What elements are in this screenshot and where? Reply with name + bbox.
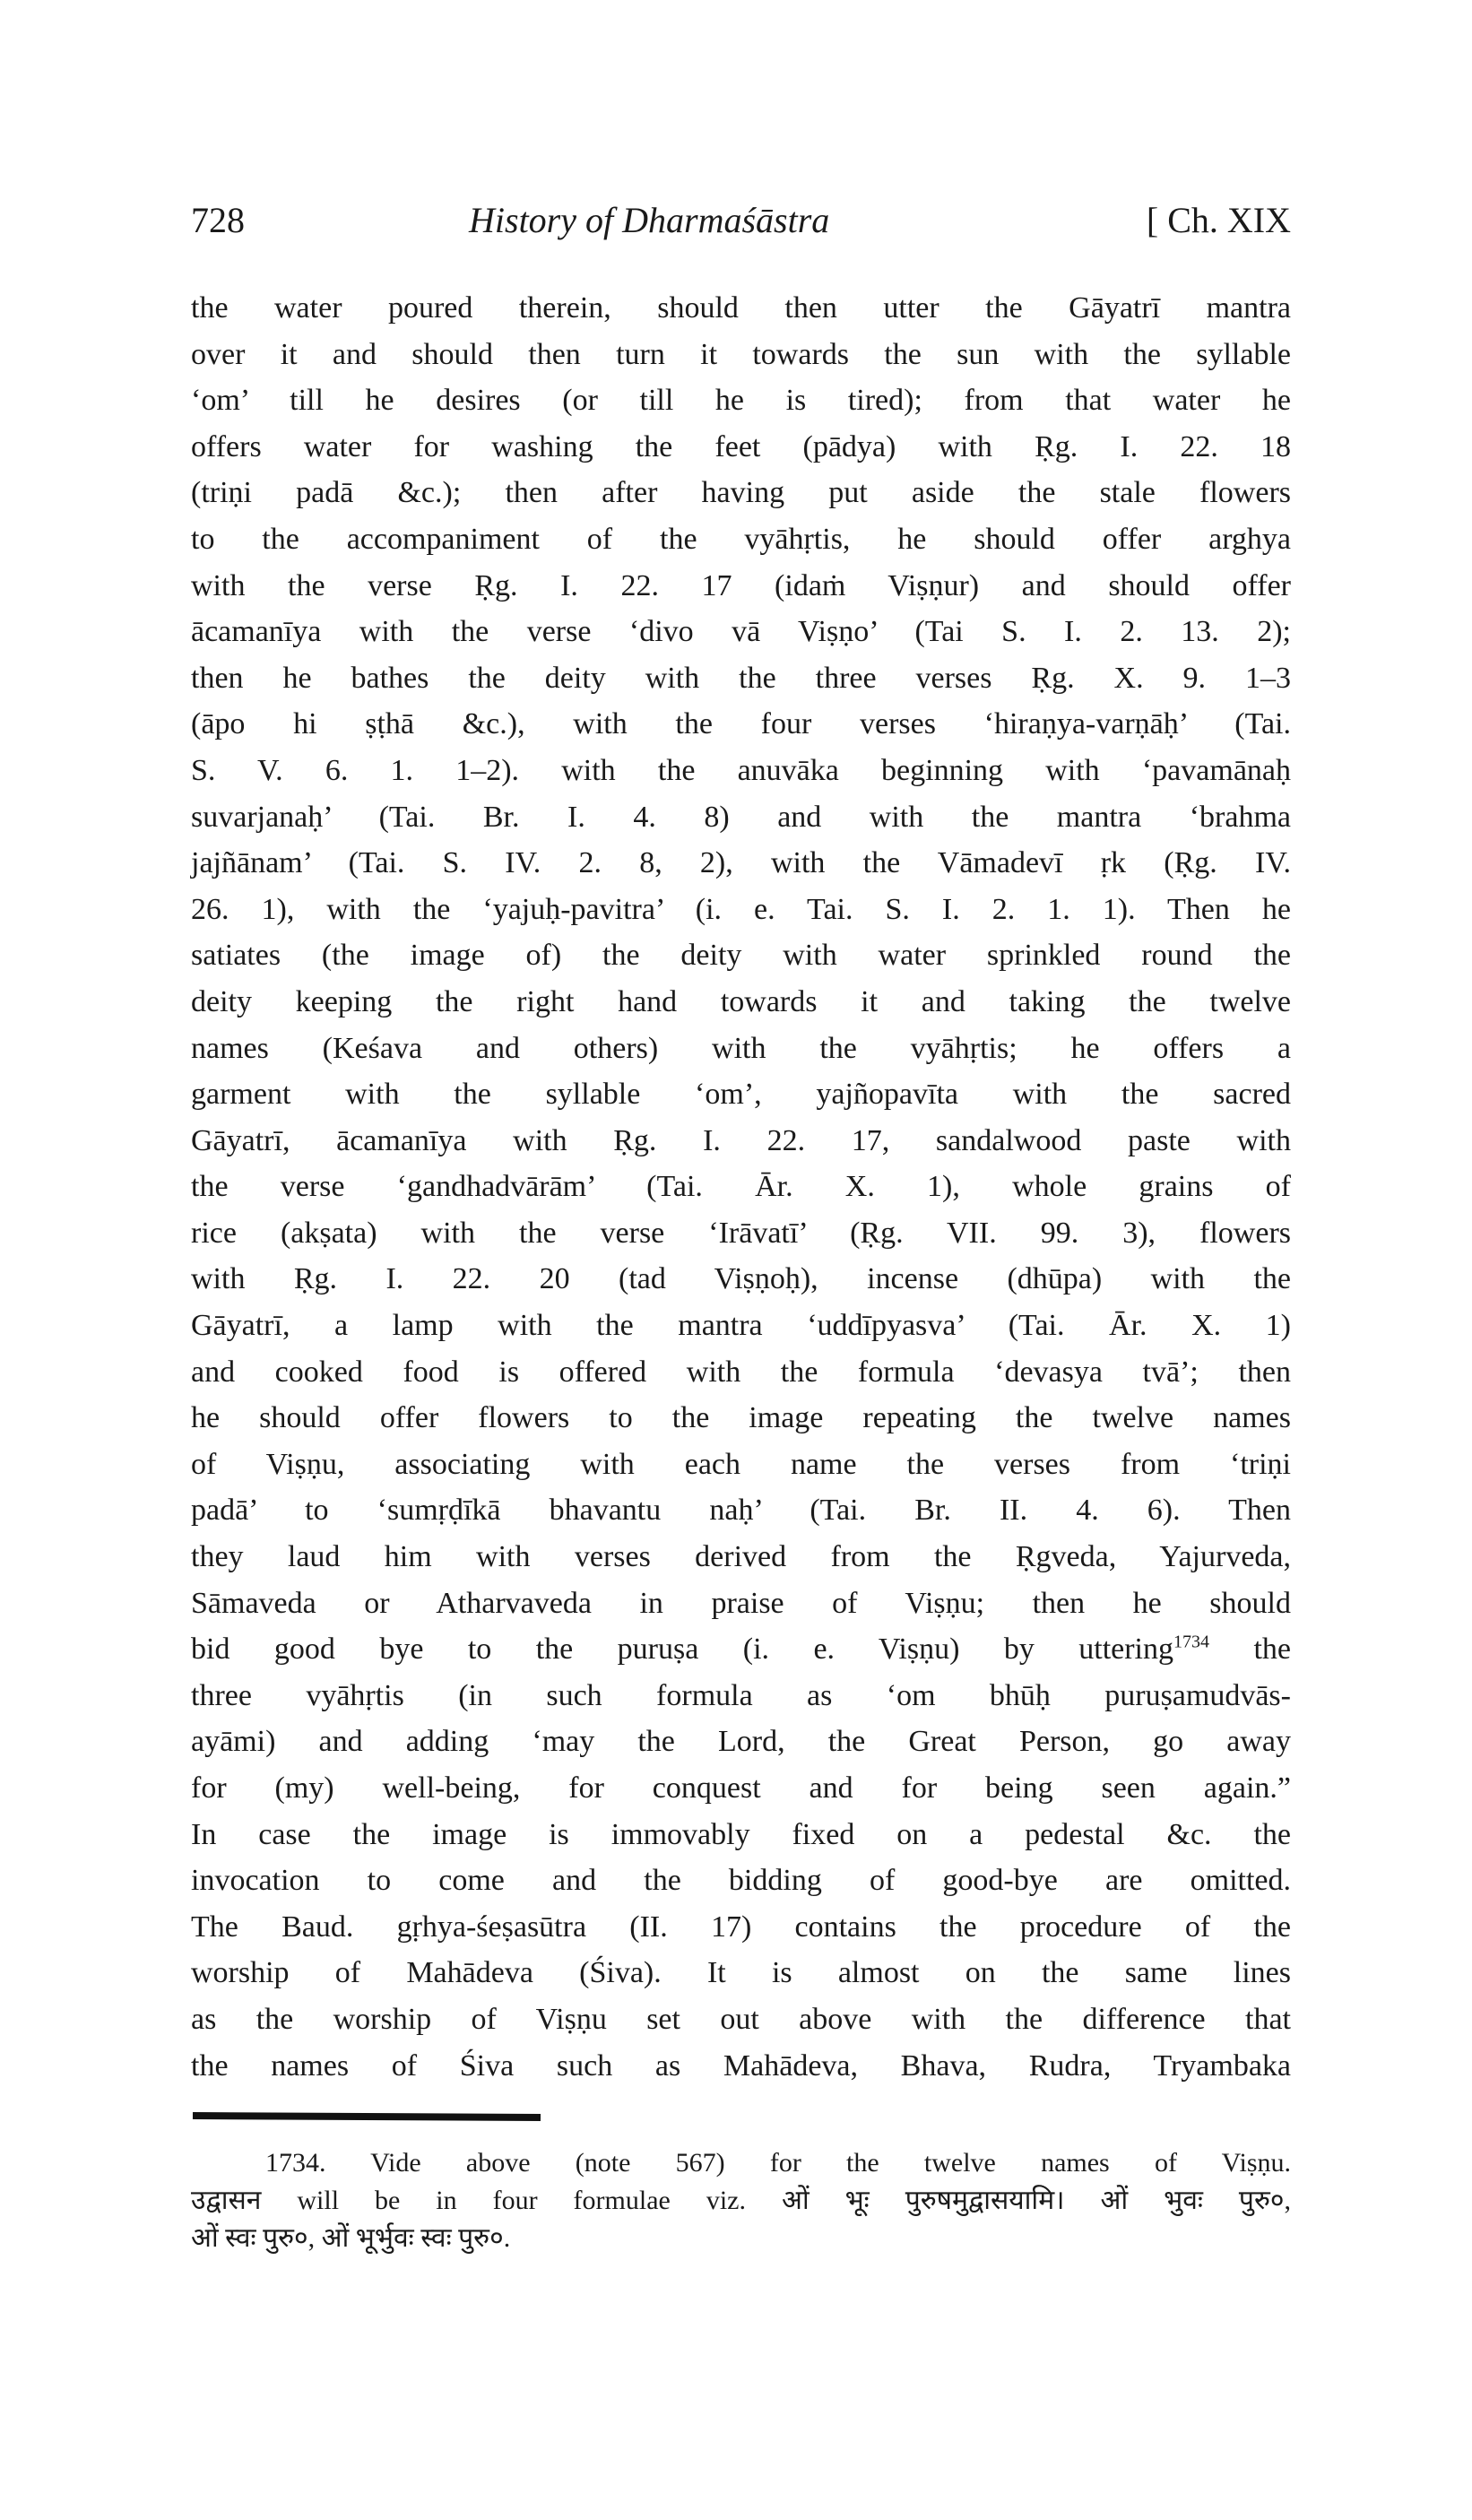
body-line: Gāyatrī, ācamanīya with Ṛg. I. 22. 17, sandalwood paste with [191, 1123, 1291, 1157]
footnote-reference[interactable]: 1734 [1173, 1632, 1210, 1652]
body-line: (āpo hi ṣṭhā &c.), with the four verses ‘hiraṇya-varṇāḥ’ (Tai. [191, 707, 1291, 741]
body-line [191, 1626, 1291, 1673]
body-line: ‘om’ till he desires (or till he is tired); from that water he [191, 384, 1291, 418]
body-line-text: bid good bye to the puruṣa (i. e. Viṣṇu) by uttering [191, 1632, 1174, 1667]
body-line: with the verse Ṛg. I. 22. 17 (idaṁ Viṣṇur) and should offer [191, 568, 1291, 602]
body-line: deity keeping the right hand towards it and taking the twelve [191, 984, 1291, 1018]
body-line: padā’ to ‘sumṛḍīkā bhavantu naḥ’ (Tai. Br. II. 4. 6). Then [191, 1494, 1291, 1528]
page-number: 728 [191, 200, 245, 240]
body-line: the names of Śiva such as Mahādeva, Bhava, Rudra, Tryambaka [191, 2048, 1291, 2083]
body-line: Sāmaveda or Atharvaveda in praise of Viṣṇu; then he should [191, 1586, 1291, 1620]
body-line: S. V. 6. 1. 1–2). with the anuvāka beginning with ‘pavamānaḥ [191, 753, 1291, 787]
body-line: (triṇi padā &c.); then after having put aside the stale flowers [191, 476, 1291, 510]
body-line: three vyāhṛtis (in such formula as ‘om bhūḥ puruṣamudvās- [191, 1678, 1291, 1712]
body-line: names (Keśava and others) with the vyāhṛtis; he offers a [191, 1031, 1291, 1065]
body-line: he should offer flowers to the image repeating the twelve names [191, 1401, 1291, 1435]
body-line: garment with the syllable ‘om’, yajñopavīta with the sacred [191, 1078, 1291, 1112]
footnote-line: 1734. Vide above (note 567) for the twelve names of Viṣṇu. [265, 2148, 1291, 2178]
body-line: as the worship of Viṣṇu set out above with the difference that [191, 2002, 1291, 2036]
body-line: of Viṣṇu, associating with each name the verses from ‘triṇi [191, 1447, 1291, 1481]
body-line: then he bathes the deity with the three verses Ṛg. X. 9. 1–3 [191, 661, 1291, 695]
body-line: rice (akṣata) with the verse ‘Irāvatī’ (Ṛg. VII. 99. 3), flowers [191, 1216, 1291, 1250]
body-line: with Ṛg. I. 22. 20 (tad Viṣṇoḥ), incense (dhūpa) with the [191, 1262, 1291, 1296]
body-line: and cooked food is offered with the formula ‘devasya tvā’; then [191, 1355, 1291, 1389]
body-line: to the accompaniment of the vyāhṛtis, he should offer arghya [191, 522, 1291, 556]
body-line: satiates (the image of) the deity with water sprinkled round the [191, 939, 1291, 973]
chapter-label: [ Ch. XIX [1146, 200, 1291, 240]
footnote [191, 2144, 1291, 2257]
body-line: ayāmi) and adding ‘may the Lord, the Great Person, go away [191, 1725, 1291, 1759]
body-line: over it and should then turn it towards the sun with the syllable [191, 337, 1291, 371]
body-line: ācamanīya with the verse ‘divo vā Viṣṇo’ (Tai S. I. 2. 13. 2); [191, 615, 1291, 649]
body-line: the verse ‘gandhadvārām’ (Tai. Ār. X. 1), whole grains of [191, 1170, 1291, 1204]
body-line: In case the image is immovably fixed on a pedestal &c. the [191, 1817, 1291, 1851]
footnote-line: उद्वासन will be in four formulae viz. ओं भूः पुरुषमुद्वासयामि। ओं भुवः पुरु०, [191, 2186, 1291, 2215]
body-line-text: the [1209, 1632, 1291, 1667]
body-line: worship of Mahādeva (Śiva). It is almost on the same lines [191, 1956, 1291, 1990]
body-line: invocation to come and the bidding of good-bye are omitted. [191, 1864, 1291, 1898]
body-text [191, 285, 1291, 2089]
body-line: The Baud. gṛhya-śeṣasūtra (II. 17) contains the procedure of the [191, 1909, 1291, 1944]
running-title: History of Dharmaśāstra [469, 200, 830, 240]
page-header [191, 199, 1291, 244]
body-line: they laud him with verses derived from the Ṛgveda, Yajurveda, [191, 1540, 1291, 1574]
body-line: jajñānam’ (Tai. S. IV. 2. 8, 2), with the Vāmadevī ṛk (Ṛg. IV. [191, 846, 1291, 880]
footnote-divider [193, 2112, 541, 2121]
body-line: suvarjanaḥ’ (Tai. Br. I. 4. 8) and with the mantra ‘brahma [191, 800, 1291, 834]
body-line: 26. 1), with the ‘yajuḥ-pavitra’ (i. e. Tai. S. I. 2. 1. 1). Then he [191, 892, 1291, 926]
body-line: for (my) well-being, for conquest and for being seen again.” [191, 1771, 1291, 1805]
footnote-line: ओं स्वः पुरु०, ओं भूर्भुवः स्वः पुरु०. [191, 2223, 511, 2253]
body-line: the water poured therein, should then utter the Gāyatrī mantra [191, 291, 1291, 325]
body-line: offers water for washing the feet (pādya) with Ṛg. I. 22. 18 [191, 429, 1291, 463]
body-line: Gāyatrī, a lamp with the mantra ‘uddīpyasva’ (Tai. Ār. X. 1) [191, 1309, 1291, 1343]
